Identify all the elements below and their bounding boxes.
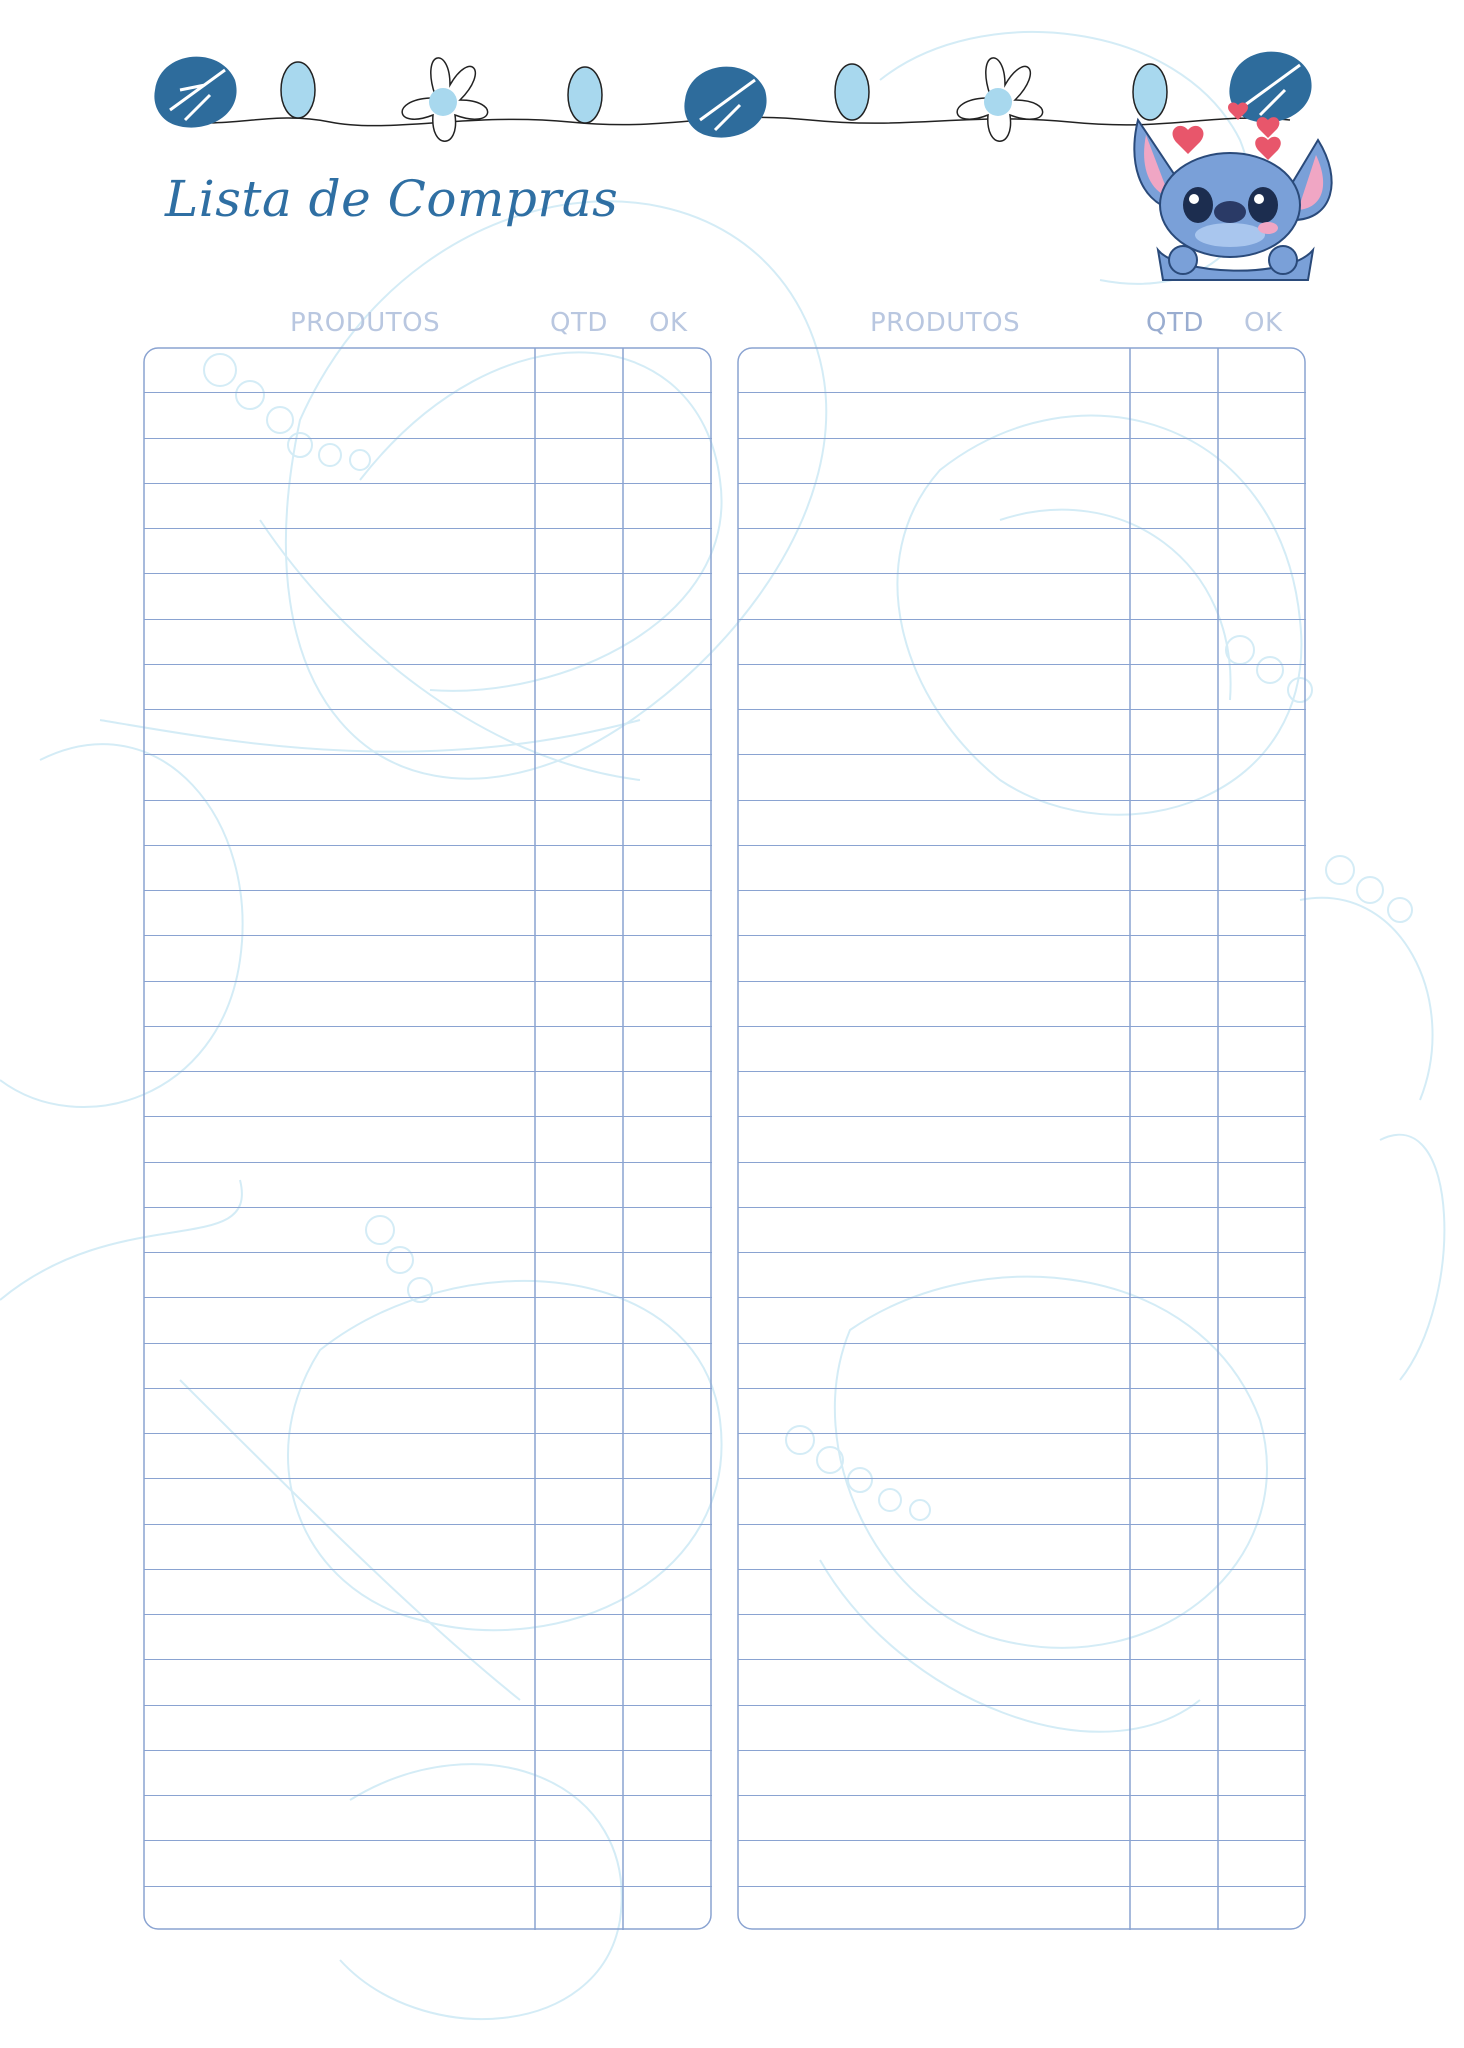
orchid-flower-icon xyxy=(957,58,1042,141)
table-row[interactable] xyxy=(143,528,713,573)
table-row[interactable] xyxy=(737,845,1307,890)
table-row[interactable] xyxy=(143,1071,713,1116)
table-row[interactable] xyxy=(737,1071,1307,1116)
table-row[interactable] xyxy=(143,1569,713,1614)
table-row[interactable] xyxy=(737,1569,1307,1614)
table-row[interactable] xyxy=(143,981,713,1026)
table-row[interactable] xyxy=(737,347,1307,392)
table-row[interactable] xyxy=(737,1886,1307,1931)
header-qtd-left: QTD xyxy=(550,308,608,338)
table-row[interactable] xyxy=(737,1659,1307,1704)
table-row[interactable] xyxy=(143,1478,713,1523)
stitch-character xyxy=(1118,100,1348,290)
table-row[interactable] xyxy=(143,392,713,437)
bud-icon xyxy=(835,64,869,120)
table-row[interactable] xyxy=(737,1705,1307,1750)
table-row[interactable] xyxy=(143,845,713,890)
table-row[interactable] xyxy=(143,664,713,709)
table-row[interactable] xyxy=(143,1705,713,1750)
table-row[interactable] xyxy=(737,664,1307,709)
table-row[interactable] xyxy=(737,573,1307,618)
orchid-flower-icon xyxy=(402,58,487,141)
table-row[interactable] xyxy=(737,1162,1307,1207)
header-qtd-right: QTD xyxy=(1146,308,1204,338)
table-row[interactable] xyxy=(737,1795,1307,1840)
table-row[interactable] xyxy=(143,1840,713,1885)
table-row[interactable] xyxy=(143,935,713,980)
table-row[interactable] xyxy=(143,619,713,664)
table-row[interactable] xyxy=(143,1207,713,1252)
table-row[interactable] xyxy=(143,1433,713,1478)
header-produtos-right: PRODUTOS xyxy=(870,308,1021,338)
table-row[interactable] xyxy=(143,483,713,528)
table-row[interactable] xyxy=(737,1207,1307,1252)
table-row[interactable] xyxy=(737,438,1307,483)
bud-icon xyxy=(568,67,602,123)
table-row[interactable] xyxy=(737,619,1307,664)
table-row[interactable] xyxy=(143,347,713,392)
table-row[interactable] xyxy=(737,1614,1307,1659)
header-ok-right: OK xyxy=(1244,308,1283,338)
table-row[interactable] xyxy=(143,1388,713,1433)
header-produtos-left: PRODUTOS xyxy=(290,308,441,338)
table-row[interactable] xyxy=(737,1840,1307,1885)
table-row[interactable] xyxy=(143,754,713,799)
table-row[interactable] xyxy=(143,709,713,754)
bud-icon xyxy=(281,62,315,118)
heart-icon xyxy=(1173,103,1281,160)
table-row[interactable] xyxy=(143,890,713,935)
table-row[interactable] xyxy=(143,1886,713,1931)
table-row[interactable] xyxy=(737,528,1307,573)
table-row[interactable] xyxy=(143,1614,713,1659)
table-row[interactable] xyxy=(737,392,1307,437)
table-row[interactable] xyxy=(143,1116,713,1161)
table-row[interactable] xyxy=(143,800,713,845)
monstera-leaf-icon xyxy=(684,67,766,138)
table-row[interactable] xyxy=(737,483,1307,528)
table-row[interactable] xyxy=(737,1026,1307,1071)
shopping-table-right[interactable] xyxy=(737,347,1307,1931)
header-ok-left: OK xyxy=(649,308,688,338)
table-row[interactable] xyxy=(143,1750,713,1795)
table-row[interactable] xyxy=(737,1252,1307,1297)
monstera-leaf-icon xyxy=(154,57,236,128)
table-row[interactable] xyxy=(737,1343,1307,1388)
table-row[interactable] xyxy=(737,1524,1307,1569)
table-row[interactable] xyxy=(143,1297,713,1342)
shopping-table-left[interactable] xyxy=(143,347,713,1931)
table-row[interactable] xyxy=(737,1297,1307,1342)
table-row[interactable] xyxy=(737,1388,1307,1433)
table-row[interactable] xyxy=(737,890,1307,935)
table-row[interactable] xyxy=(143,1162,713,1207)
table-row[interactable] xyxy=(737,935,1307,980)
table-row[interactable] xyxy=(143,1343,713,1388)
table-row[interactable] xyxy=(737,981,1307,1026)
table-row[interactable] xyxy=(737,1433,1307,1478)
table-row[interactable] xyxy=(737,800,1307,845)
table-row[interactable] xyxy=(143,1795,713,1840)
table-row[interactable] xyxy=(737,709,1307,754)
table-row[interactable] xyxy=(143,1026,713,1071)
page-title: Lista de Compras xyxy=(165,170,619,228)
table-row[interactable] xyxy=(143,1252,713,1297)
table-row[interactable] xyxy=(143,1524,713,1569)
table-row[interactable] xyxy=(737,754,1307,799)
table-row[interactable] xyxy=(143,1659,713,1704)
table-row[interactable] xyxy=(143,438,713,483)
table-row[interactable] xyxy=(143,573,713,618)
table-row[interactable] xyxy=(737,1478,1307,1523)
table-row[interactable] xyxy=(737,1116,1307,1161)
table-row[interactable] xyxy=(737,1750,1307,1795)
